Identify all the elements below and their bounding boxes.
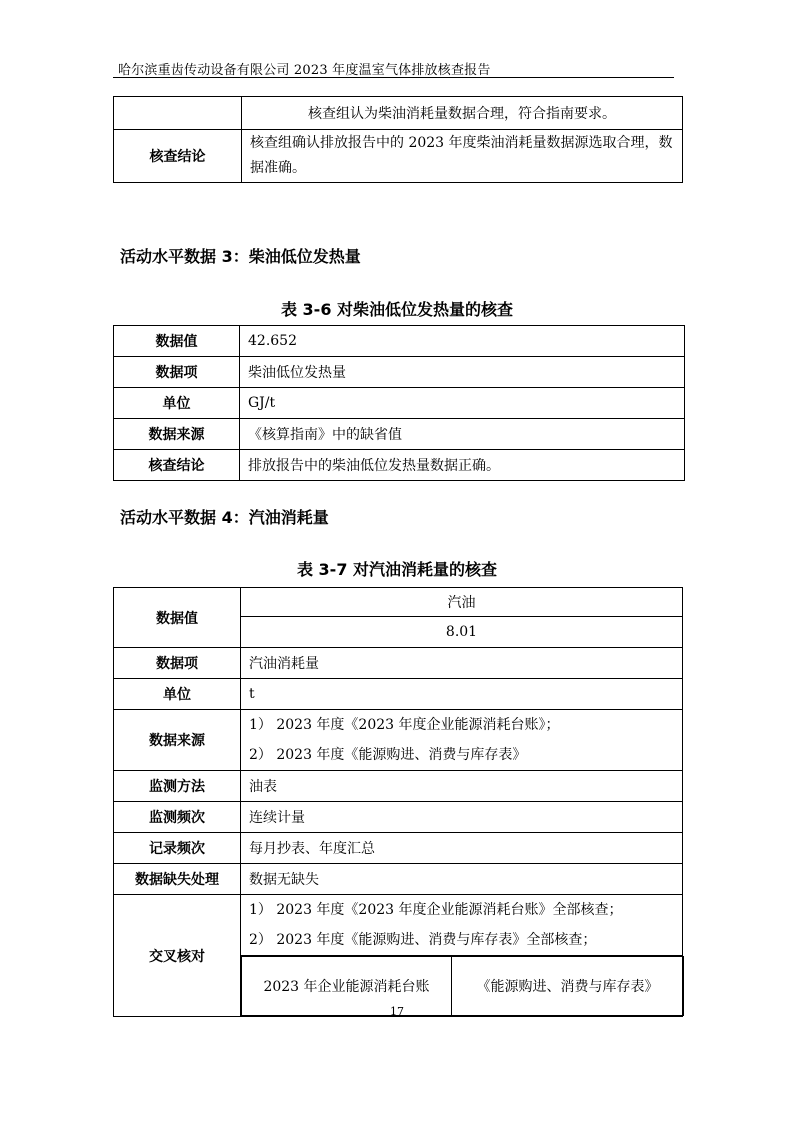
diesel-consumption-table-continued: [113, 96, 683, 183]
diesel-ncv-table: [113, 325, 685, 481]
method-value: 油表: [241, 771, 683, 802]
row-label: 核查结论: [114, 450, 240, 481]
section-heading-diesel-ncv: 活动水平数据 3：柴油低位发热量: [120, 247, 361, 266]
data-item-value: 汽油消耗量: [241, 648, 683, 679]
row-label: 单位: [114, 388, 240, 419]
table-row: [114, 326, 685, 357]
row-label: 数据项: [114, 357, 240, 388]
row-label: 数据来源: [114, 419, 240, 450]
source-line: 1） 2023 年度《2023 年度企业能源消耗台账》；: [249, 717, 560, 733]
row-value: 《核算指南》中的缺省值: [240, 419, 685, 450]
gasoline-consumption-table: [113, 587, 683, 1017]
subtable-header: 《能源购进、消费与库存表》: [452, 957, 684, 1016]
subtable-header: 2023 年企业能源消耗台账: [242, 957, 452, 1016]
row-value: 排放报告中的柴油低位发热量数据正确。: [240, 450, 685, 481]
missing-value: 数据无缺失: [241, 864, 683, 895]
table-caption-3-7: 表 3-7 对汽油消耗量的核查: [296, 560, 498, 579]
method-label: 监测方法: [114, 771, 241, 802]
source-value: [241, 710, 683, 771]
row-value: 柴油低位发热量: [240, 357, 685, 388]
table-row: [114, 388, 685, 419]
row-value: 42.652: [240, 326, 685, 357]
section-heading-gasoline: 活动水平数据 4：汽油消耗量: [120, 508, 329, 527]
row-label: 数据值: [114, 326, 240, 357]
data-value-label: 数据值: [114, 588, 241, 648]
cross-check-line: 2） 2023 年度《能源购进、消费与库存表》全部核查；: [249, 932, 597, 948]
record-label: 记录频次: [114, 833, 241, 864]
cross-check-label: 交叉核对: [114, 895, 241, 1017]
cross-check-line: 1） 2023 年度《2023 年度企业能源消耗台账》全部核查；: [249, 902, 623, 918]
fuel-value: 8.01: [241, 617, 683, 648]
header-rule: [113, 77, 674, 78]
cross-check-value: [241, 895, 683, 1017]
table-row: [114, 357, 685, 388]
frequency-value: 连续计量: [241, 802, 683, 833]
conclusion-text: 核查组确认排放报告中的 2023 年度柴油消耗量数据源选取合理，数据准确。: [242, 130, 683, 183]
missing-label: 数据缺失处理: [114, 864, 241, 895]
row-value: GJ/t: [240, 388, 685, 419]
table-row: [114, 450, 685, 481]
page-header: 哈尔滨重齿传动设备有限公司 2023 年度温室气体排放核查报告: [118, 63, 491, 78]
table-caption-3-6: 表 3-6 对柴油低位发热量的核查: [280, 300, 514, 319]
frequency-label: 监测频次: [114, 802, 241, 833]
fuel-name: 汽油: [241, 588, 683, 617]
source-line: 2） 2023 年度《能源购进、消费与库存表》: [249, 747, 527, 763]
conclusion-label: 核查结论: [114, 130, 242, 183]
unit-label: 单位: [114, 679, 241, 710]
record-value: 每月抄表、年度汇总: [241, 833, 683, 864]
data-item-label: 数据项: [114, 648, 241, 679]
source-label: 数据来源: [114, 710, 241, 771]
verification-opinion: 核查组认为柴油消耗量数据合理，符合指南要求。: [242, 97, 683, 130]
unit-value: t: [241, 679, 683, 710]
table-row: [114, 419, 685, 450]
page-number: 17: [390, 1005, 404, 1018]
empty-label-cell: [114, 97, 242, 130]
